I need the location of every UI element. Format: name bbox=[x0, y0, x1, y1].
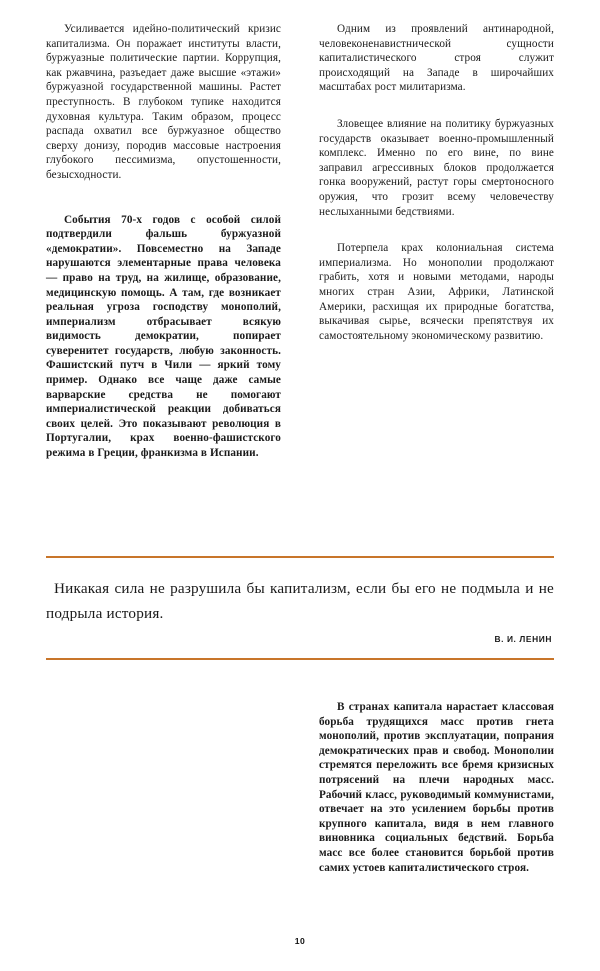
page-number: 10 bbox=[294, 936, 306, 946]
paragraph-bold: События 70-х годов с особой силой подтвердили фальшь буржуазной «демократии». Повсеместно на Западе нарушаются элементарные права человека — право на труд, на жилище, образование, медицинскую помощь. А там, где возникает реальная угроза господству монополий, империализм отбрасывает всякую видимость демократии, попирает суверенитет государств, любую законность. Фашистский путч в Чили — яркий тому пример. Однако все чаще даже самые варварские средства не помогают империалистической реакции добиваться своих целей. Это показывают революция в Португалии, крах военно-фашистского режима в Греции, франкизма в Испании. bbox=[46, 213, 281, 460]
paragraph: Одним из проявлений антинародной, человеконенавистнической сущности капиталистического строя служит происходящий на Западе в широчайших масштабах рост милитаризма. bbox=[319, 23, 554, 94]
column-left-top bbox=[46, 22, 281, 475]
paragraph: Потерпела крах колониальная система империализма. Но монополии продолжают грабить, хотя и новыми методами, народы многих стран Азии, Африки, Латинской Америки, расхищая их природные богатства, выкачивая сырье, всячески препятствуя их самостоятельному экономическому развитию. bbox=[319, 242, 554, 342]
paragraph-bold: В странах капитала нарастает классовая борьба трудящихся масс против гнета монополий, против эксплуатации, попрания демократических прав и свобод. Монополии стремятся переложить все бремя кризисных потрясений на плечи народных масс. Рабочий класс, руководимый коммунистами, отвечает на это усилением борьбы против крупного капитала, видя в нем главного виновника социальных бедствий. Борьба масс все более становится борьбой против самих устоев капиталистического строя. bbox=[319, 701, 554, 874]
paragraph: Усиливается идейно-политический кризис капитализма. Он поражает институты власти, буржуазные политические партии. Коррупция, как ржавчина, разъедает даже высшие «этажи» буржуазной государственной машины. Растет преступность. В глубоком тупике находится духовная культура. Таким образом, процесс распада охватил все буржуазное общество сверху донизу, породив массовые настроения глубокого пессимизма, опустошенности, безысходности. bbox=[46, 23, 281, 181]
rule-bottom bbox=[46, 658, 554, 660]
column-right-top bbox=[319, 22, 554, 475]
pull-quote-attribution: В. И. ЛЕНИН bbox=[494, 634, 552, 644]
top-columns bbox=[46, 22, 554, 475]
paragraph: Зловещее влияние на политику буржуазных государств оказывает военно-промышленный комплекс. Именно по его вине, по вине заправил агрессивных блоков продолжается гонка вооружений, растут горы смертоносного оружия, что грозит всему человечеству неслыханными бедствиями. bbox=[319, 117, 554, 218]
pull-quote-text: Никакая сила не разрушила бы капитализм, если бы его не подмыла и не подрыла история. bbox=[46, 580, 554, 622]
pull-quote bbox=[46, 556, 554, 660]
column-right-lower bbox=[319, 700, 554, 889]
lower-columns bbox=[46, 700, 554, 889]
column-left-lower bbox=[46, 700, 281, 889]
